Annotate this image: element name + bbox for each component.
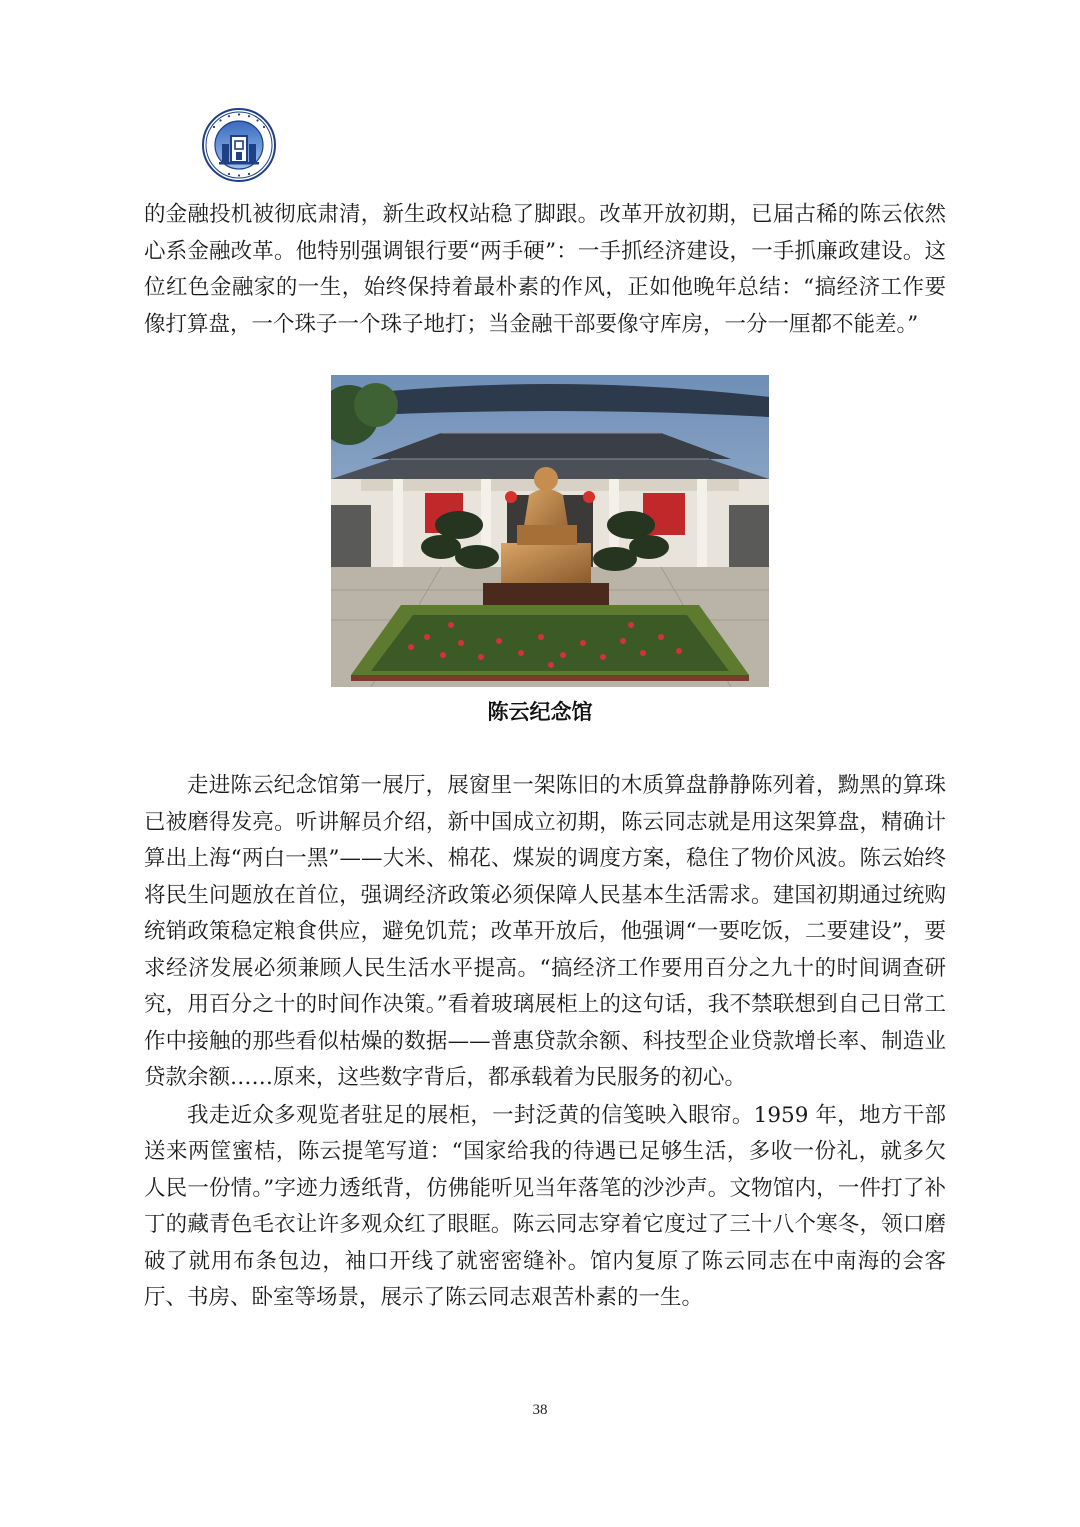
page-number: 38 [532, 1402, 548, 1418]
top-paragraph-text: 的金融投机被彻底肃清，新生政权站稳了脚跟。改革开放初期，已届古稀的陈云依然心系金融改革。他特别强调银行要“两手硬”：一手抓经济建设，一手抓廉政建设。这位红色金融家的一生，始终保持着最朴素的作风，正如他晚年总结：“搞经济工作要像打算盘，一个珠子一个珠子地打；当金融干部要像守库房，一分一厘都不能差。” [144, 202, 946, 337]
institution-seal-logo-icon [202, 108, 276, 182]
chen-yun-memorial-statue-photo [331, 375, 769, 687]
figure-caption: 陈云纪念馆 [487, 700, 593, 724]
top-paragraph [144, 197, 946, 343]
body-text [144, 768, 946, 1317]
body-paragraph: 走进陈云纪念馆第一展厅，展窗里一架陈旧的木质算盘静静陈列着，黝黑的算珠已被磨得发亮。听讲解员介绍，新中国成立初期，陈云同志就是用这架算盘，精确计算出上海“两白一黑”——大米、棉花、煤炭的调度方案，稳住了物价风波。陈云始终将民生问题放在首位，强调经济政策必须保障人民基本生活需求。建国初期通过统购统销政策稳定粮食供应，避免饥荒；改革开放后，他强调“一要吃饭，二要建设”，要求经济发展必须兼顾人民生活水平提高。“搞经济工作要用百分之九十的时间调查研究，用百分之十的时间作决策。”看着玻璃展柜上的这句话，我不禁联想到自己日常工作中接触的那些看似枯燥的数据——普惠贷款余额、科技型企业贷款增长率、制造业贷款余额……原来，这些数字背后，都承载着为民服务的初心。 [144, 773, 946, 1090]
body-paragraph: 我走近众多观览者驻足的展柜，一封泛黄的信笺映入眼帘。1959 年，地方干部送来两筐蜜桔，陈云提笔写道：“国家给我的待遇已足够生活，多收一份礼，就多欠人民一份情。”字迹力透纸背，仿佛能听见当年落笔的沙沙声。文物馆内，一件打了补丁的藏青色毛衣让许多观众红了眼眶。陈云同志穿着它度过了三十八个寒冬，领口磨破了就用布条包边，袖口开线了就密密缝补。馆内复原了陈云同志在中南海的会客厅、书房、卧室等场景，展示了陈云同志艰苦朴素的一生。 [144, 1102, 946, 1310]
